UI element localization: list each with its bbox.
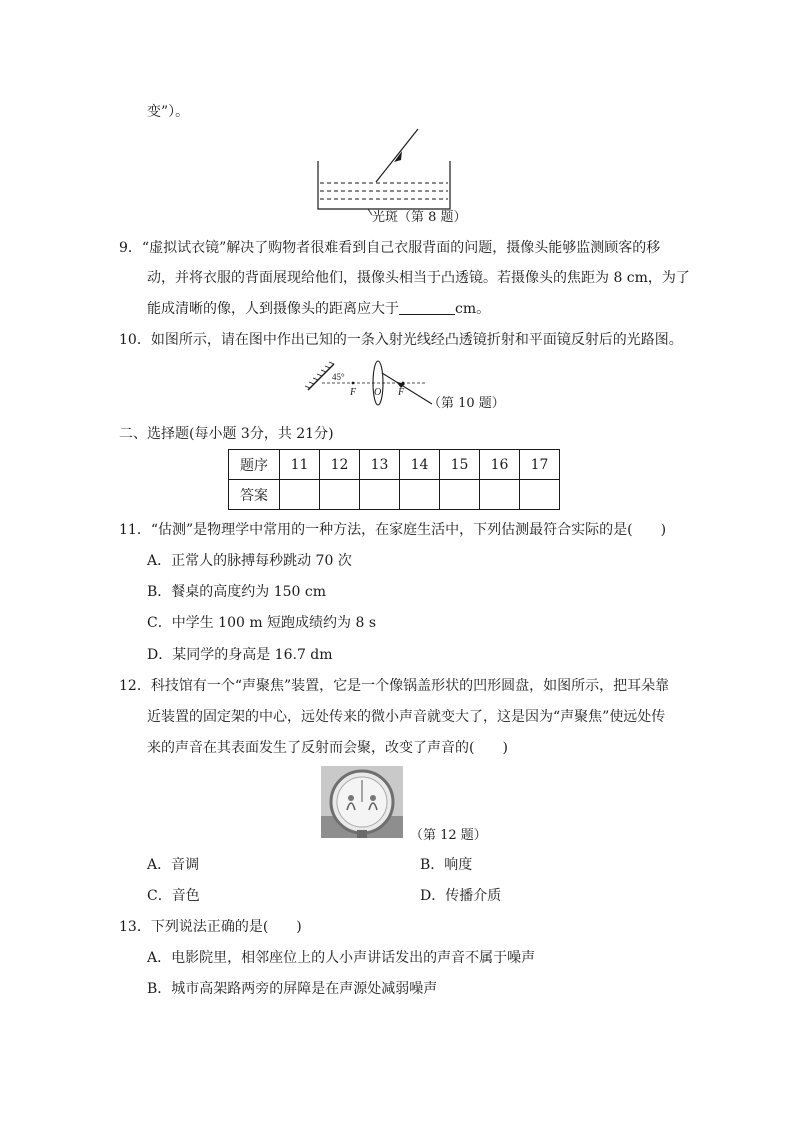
answer-cell[interactable] xyxy=(480,480,520,510)
ray-arrow xyxy=(394,151,402,162)
answer-cell[interactable] xyxy=(440,480,480,510)
question-9-line-3 xyxy=(147,299,490,319)
table-row xyxy=(229,480,560,510)
answer-cell[interactable] xyxy=(360,480,400,510)
figure-12-caption: （第 12 题） xyxy=(410,828,487,843)
question-number-cell: 15 xyxy=(440,450,480,480)
sound-focus-illustration xyxy=(321,766,403,838)
answer-cell[interactable] xyxy=(280,480,320,510)
text-fragment: 变”）。 xyxy=(147,104,190,120)
answer-table xyxy=(228,449,560,510)
question-number-cell: 11 xyxy=(280,450,320,480)
question-9-text: 能成清晰的像，人到摄像头的距离应大于 xyxy=(147,301,399,317)
sound-focus-photo xyxy=(321,766,403,838)
option-a[interactable]: A．电影院里，相邻座位上的人小声讲话发出的声音不属于噪声 xyxy=(147,950,536,966)
plane-mirror xyxy=(308,364,334,390)
section-title: 二、选择题(每小题 3分，共 21分) xyxy=(119,426,334,442)
question-9-unit: cm。 xyxy=(455,301,491,317)
question-12-line-1: 12．科技馆有一个“声聚焦”装置，它是一个像锅盖形状的凹形圆盘，如图所示，把耳朵靠 xyxy=(119,678,670,694)
option-d[interactable]: D．传播介质 xyxy=(420,888,502,904)
focus-label-left: F xyxy=(350,387,357,398)
option-c[interactable]: C．音色 xyxy=(147,888,200,904)
question-9-line-2: 动，并将衣服的背面展现给他们，摄像头相当于凸透镜。若摄像头的焦距为 8 cm，为了 xyxy=(147,270,690,286)
focus-label-right: F xyxy=(398,387,405,398)
question-12-line-2: 近装置的固定架的中心，远处传来的微小声音就变大了，这是因为“声聚焦”使远处传 xyxy=(147,709,666,725)
answer-cell[interactable] xyxy=(400,480,440,510)
question-9-line-1: 9．“虚拟试衣镜”解决了购物者很难看到自己衣服背面的问题，摄像头能够监测顾客的移 xyxy=(119,240,661,256)
question-number-cell: 13 xyxy=(360,450,400,480)
table-header-cell: 答案 xyxy=(229,480,280,510)
figure-10-diagram xyxy=(300,356,440,406)
question-10-text: 10．如图所示，请在图中作出已知的一条入射光线经凸透镜折射和平面镜反射后的光路图。 xyxy=(119,332,683,348)
origin-label: O xyxy=(374,387,382,398)
table-row xyxy=(229,450,560,480)
option-c[interactable]: C．中学生 100 m 短跑成绩约为 8 s xyxy=(147,615,377,631)
option-d[interactable]: D．某同学的身高是 16.7 dm xyxy=(147,647,333,663)
figure-8-caption xyxy=(372,208,467,228)
figure-10-caption: （第 10 题） xyxy=(428,396,505,411)
question-11-stem: 11．“估测”是物理学中常用的一种方法，在家庭生活中，下列估测最符合实际的是( ) xyxy=(119,522,667,538)
option-a[interactable]: A．音调 xyxy=(147,857,200,873)
answer-blank[interactable] xyxy=(399,300,455,315)
focus-point-left xyxy=(352,382,355,385)
question-number-cell: 14 xyxy=(400,450,440,480)
option-b[interactable]: B．餐桌的高度约为 150 cm xyxy=(147,584,327,600)
incident-ray xyxy=(376,129,418,182)
option-a[interactable]: A．正常人的脉搏每秒跳动 70 次 xyxy=(147,553,352,569)
spot-label: 光斑 xyxy=(372,210,399,225)
container xyxy=(318,161,450,209)
figure-8-number: （第 8 题） xyxy=(398,210,467,225)
question-number-cell: 16 xyxy=(480,450,520,480)
question-12-line-3: 来的声音在其表面发生了反射而会聚，改变了声音的( ) xyxy=(147,740,508,756)
answer-cell[interactable] xyxy=(320,480,360,510)
question-13-stem: 13．下列说法正确的是( ) xyxy=(119,919,302,935)
mirror-hatching xyxy=(305,362,334,388)
answer-cell[interactable] xyxy=(520,480,560,510)
question-number-cell: 17 xyxy=(520,450,560,480)
incident-ray xyxy=(382,373,432,404)
option-b[interactable]: B．城市高架路两旁的屏障是在声源处减弱噪声 xyxy=(147,981,438,997)
angle-label: 45° xyxy=(332,372,345,382)
question-number-cell: 12 xyxy=(320,450,360,480)
option-b[interactable]: B．响度 xyxy=(420,857,473,873)
table-header-cell: 题序 xyxy=(229,450,280,480)
